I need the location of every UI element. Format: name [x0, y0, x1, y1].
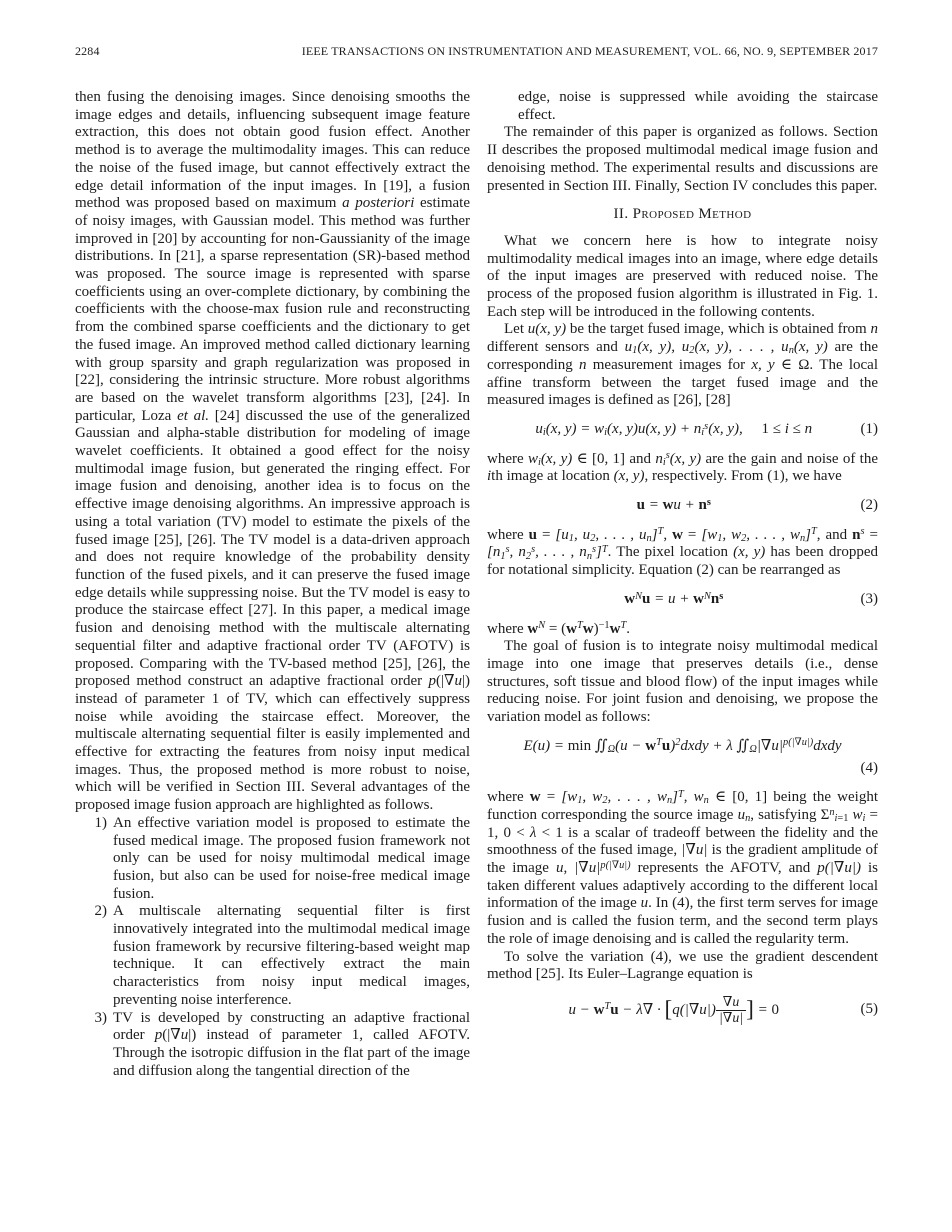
equation-body: $u_i(x$, $y) = w_i(x$, y)u(x, $y) + n_i^s(x$, y), 1 ≤ i ≤ n — [535, 420, 813, 439]
list-item-text: TV is developed by constructing an adaptive fractional order p(|∇u|) instead of parameter 1, called AFOTV. Through the isotropic diffusion in the flat part of the image and diffusion along the tangential direction of the — [113, 1009, 470, 1079]
list-item-1 — [75, 815, 470, 904]
equation-3 — [487, 591, 878, 609]
let-paragraph: Let u(x, y) be the target fused image, which is obtained from n different sensors and $u_1(x$, y), $u_2(x$, y), . . . , $u_n(x$, y) are the corresponding n measurement images for x, y ∈ Ω. The local affine transform between the target fused image and the measured images is defined as [26], [28] — [487, 321, 879, 409]
list-item-3 — [75, 1010, 470, 1081]
left-column — [75, 89, 470, 1080]
solve-paragraph: To solve the variation (4), we use the gradient descendent method [25]. Its Euler–Lagrange equation is — [487, 948, 878, 983]
equation-1 — [487, 421, 878, 439]
intro-paragraph: What we concern here is how to integrate noisy multimodality medical images into an image, where edge details of the input images are preserved with reduced noise. The process of the proposed fusion algorithm is illustrated in Fig. 1. Each step will be introduced in the following contents. — [487, 232, 878, 320]
where-paragraph-3: where $w^N = (w^Tw)^{-1}w^T$. — [487, 620, 630, 637]
equation-number: (3) — [860, 590, 878, 607]
list-number: 1) — [94, 814, 107, 831]
where-paragraph-4: where $w = [w_1$, $w_2$, . . . , $w_n]^T$, $w_n$ ∈ [0, 1] being the weight function corresponding the source image $u_n$, satisfying $\Sigma^n_{i=1}$ $w_i = 1$, 0 < λ < 1 is a scalar of tradeoff between the fidelity and the smoothness of the fused image, |∇u| is the gradient amplitude of the image u, $|\nabla u|^{p(|\nabla u|)}$ represents the AFOTV, and p(|∇u|) is taken different values adaptively according to the different local information of the image u. In (4), the first term serves for image fusion and is called the fusion term, and the second term plays the role of image denoising and is called the regularity term. — [487, 788, 879, 947]
remainder-paragraph: The remainder of this paper is organized as follows. Section II describes the proposed multimodal medical image fusion and denoising method. The experimental results and discussions are presented in Section III. Finally, Section IV concludes this paper. — [487, 124, 878, 194]
equation-number: (5) — [860, 1001, 878, 1018]
body-paragraph: then fusing the denoising images. Since denoising smooths the image edges and details, influencing subsequent image feature extraction, this does not obtain good fusion effect. Another method is to average the multimodality images. This can reduce the noise of the fused image, but cannot effectively extract the edge detail information of the input images. In [19], a fusion method was proposed based on maximum a posteriori estimate of noisy images, with Gaussian model. This method was further improved in [20] by accounting for non-Gaussianity of the image distributions. In [21], a sparse representation (SR)-based method was proposed. The source image is represented with sparse coefficients using an over-complete dictionary, by combining the coefficients with the choose-max fusion rule and reconstructing from the combined sparse coefficients and the dictionary to get the fused image. An improved method called dictionary learning with group sparsity and graph regularization was proposed in [22], considering the intrinsic structure. More robust algorithms are based on the wavelet transform algorithms [23], [24]. In particular, Loza et al. [24] discussed the use of the generalized Gaussian and alpha-stable distribution for modeling of image wavelet coefficients. It obtained a good effect for the noisy multimodal image fusion, but generated the ringing effect. For image fusion and denoising, another idea is to focus on the effective image denoising algorithms. An impressive approach is using a total variation (TV) model to estimate the pixels of the fused image [25], [26]. The TV model is a data-driven approach and does not require knowledge of the probability density function of the fused pixels, and it can preserve the fused image edge details while suppressing noise. But the TV model is easy to produce the staircase effect [27]. In this paper, a medical image fusion and denoising method with the multiscale alternating sequential filter and adaptive fractional order TV (AFOTV) is proposed. Comparing with the TV-based method [25], [26], the proposed method construct an adaptive fractional order p(|∇u|) instead of parameter 1 of TV, which can effectively suppress noise while avoiding the staircase effect. Moreover, the multiscale alternating sequential filter is easily implemented and effective for extracting the features from noisy input medical images. Thus, the proposed method is more robust to noise, which will be verified in Section III. Several advantages of the proposed image fusion approach are highlighted as follows. — [75, 89, 470, 814]
page-number: 2284 — [75, 44, 100, 58]
goal-paragraph: The goal of fusion is to integrate noisy multimodal medical image into one image that preserves details (i.e., dense structures, soft tissue and blood flow) of the input images while reducing noise. For joint fusion and denoising, we propose the variation model as follows: — [487, 638, 878, 726]
equation-number: (4) — [860, 759, 878, 776]
list-item-2 — [75, 903, 470, 1009]
equation-body: $E(u) = \min ∬_\Omega(u$ − $w^Tu)^2dxdy + \lambda$ $∬_\Omega|\nabla u|^{p(|\nabla u|)}dxdy$ — [523, 737, 842, 756]
list-item-3-continuation: edge, noise is suppressed while avoiding the staircase effect. — [518, 89, 878, 123]
equation-body: u = wu + $n^s$ — [636, 496, 711, 514]
right-column — [487, 89, 878, 1038]
list-number: 2) — [94, 903, 107, 920]
section-heading: II. Proposed Method — [613, 206, 752, 223]
journal-title: IEEE TRANSACTIONS ON INSTRUMENTATION AND MEASUREMENT, VOL. 66, NO. 9, SEPTEMBER 2017 — [301, 44, 878, 58]
equation-number: (2) — [860, 497, 878, 514]
equation-body: $w^Nu = u + w^Nn^s$ — [624, 590, 724, 607]
list-item-text: A multiscale alternating sequential filter is first innovatively integrated into the multimodal medical image fusion framework by recursive filtering-based weight map technique. It can effectively extract the main characteristics from noisy input medical images, preventing noise interference. — [113, 903, 470, 1008]
list-number: 3) — [94, 1009, 107, 1026]
equation-2 — [487, 497, 878, 515]
equation-body: $u - w^Tu - \lambda\nabla \cdot [q(|\nabla u|)$ $\frac{\nabla u}{|\nabla u|}$ ] = 0 — [568, 993, 779, 1025]
equation-number: (1) — [860, 420, 878, 437]
list-item-text: An effective variation model is proposed to estimate the fused medical image. The proposed fusion framework not only can be used for noisy multimodal medical image fusion, but also can be used for noise-free medical image fusion. — [113, 814, 470, 902]
where-paragraph-1: where $w_i(x$, y) ∈ [0, 1] and $n_i^s(x$, y) are the gain and noise of the ith image at location (x, y), respectively. From (1), we have — [487, 450, 878, 485]
equation-5 — [487, 995, 878, 1026]
page-header — [75, 44, 878, 59]
where-paragraph-2: where $u = [u_1$, $u_2$, . . . , $u_n]^T$, $w = [w_1$, $w_2$, . . . , $w_n]^T$, and $n^s = [n_1^s$, $n_2^s$, . . . , $n_n^s]^T$. The pixel location (x, y) has been dropped for notational simplicity. Equation (2) can be rearranged as — [487, 526, 879, 579]
equation-4 — [487, 738, 878, 777]
